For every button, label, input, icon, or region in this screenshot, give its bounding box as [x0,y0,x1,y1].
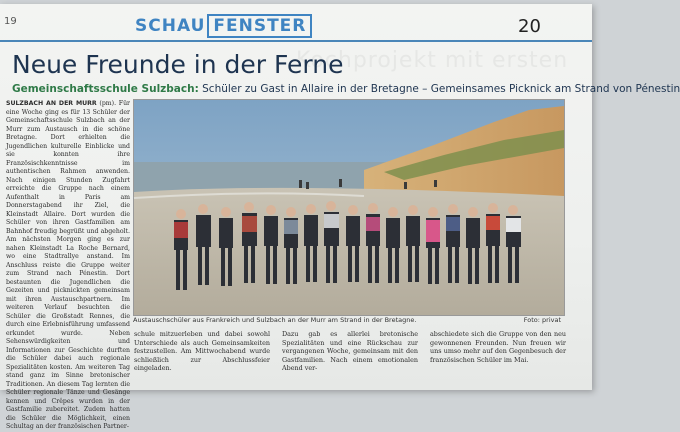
article-column-1-text: (pm). Für eine Woche ging es für 13 Schüler der Gemeinschaftsschule Sulzbach an der Murr zum Austausch in die schöne Bretagne. Dort erhielten die Jugendlichen kulturelle Einblicke und sie konnten ihre Französischkenntnisse im authentischen Rahmen anwenden. Nach einigen Stunden Zugfahrt erreichte die Gruppe nach einem Aufenthalt in Paris am Donnerstagabend ihr Ziel, die Kleinstadt Allaire. Dort wurden die Schüler von ihren Gastfamilien am Bahnhof freudig begrüßt und abgeholt. Am nächsten Morgen ging es zur nahen Kleinstadt La Roche Bernard, wo eine Stadtrallye anstand. Im Anschluss reiste die Gruppe weiter zum Strand nach Pénestin. Dort bestaunten die Jugendlichen die Gezeiten und picknickten gemeinsam mit ihren Austauschpartnern. Im weiteren Verlauf besuchten die Schüler die Großstadt Rennes, die durch eine Erlebnisführung umfassend erkundet wurde. Neben Sehenswürdigkeiten und Informationen zur Geschichte durften die Schüler dabei auch regionale Spezialitäten kosten. Am weiteren Tag stand ganz im Sinne bretonischer Traditionen. An diesem Tag lernten die Schüler regionale Tänze und Gesänge kennen und Crêpes wurden in der Gastfamilie zubereitet. Zudem hatten die Schüler die Möglichkeit, einen Schultag an der französischen Partner- [6,100,131,430]
page-number-right: 20 [518,16,541,37]
photo-caption [133,316,563,324]
section-header [135,14,312,38]
article-headline: Neue Freunde in der Ferne [12,50,344,79]
subhead-school: Gemeinschaftsschule Sulzbach: [12,83,199,95]
beach-photo-illustration [134,100,564,315]
subhead-text: Schüler zu Gast in Allaire in der Bretagne – Gemeinsames Picknick am Strand von Pénestin [198,83,680,95]
article-column-1 [6,100,130,432]
article-dateline: SULZBACH AN DER MURR [6,100,97,107]
newspaper-page [0,4,680,430]
article-column-4: abschiedete sich die Gruppe von den neu gewonnenen Freunden. Nun freuen wir uns umso mehr auf den Gegenbesuch der französischen Schüler im Mai. [430,330,566,364]
page-number-left: 19 [4,16,17,27]
section-word-fenster: FENSTER [207,14,312,38]
section-word-schau: SCHAU [135,16,206,36]
article-column-3: Dazu gab es allerlei bretonische Spezialitäten und eine Rückschau zur vergangenen Woche, gemeinsam mit den Gastfamilien. Nach einem emotionalen Abend ver- [282,330,418,373]
article-subhead [12,83,680,95]
photo-credit: Foto: privat [523,316,561,324]
article-column-2: schule mitzuerleben und dabei sowohl Unterschiede als auch Gemeinsamkeiten festzustellen. Am Mittwochabend wurde schließlich zur Abschlussfeier eingeladen. [134,330,270,373]
photo-caption-text: Austauschschüler aus Frankreich und Sulzbach an der Murr am Strand in der Bretagne. [133,316,417,324]
header-rule [0,40,592,42]
show-through-headline: Kochprojekt mit ersten [296,48,569,73]
group-photo [133,99,565,316]
